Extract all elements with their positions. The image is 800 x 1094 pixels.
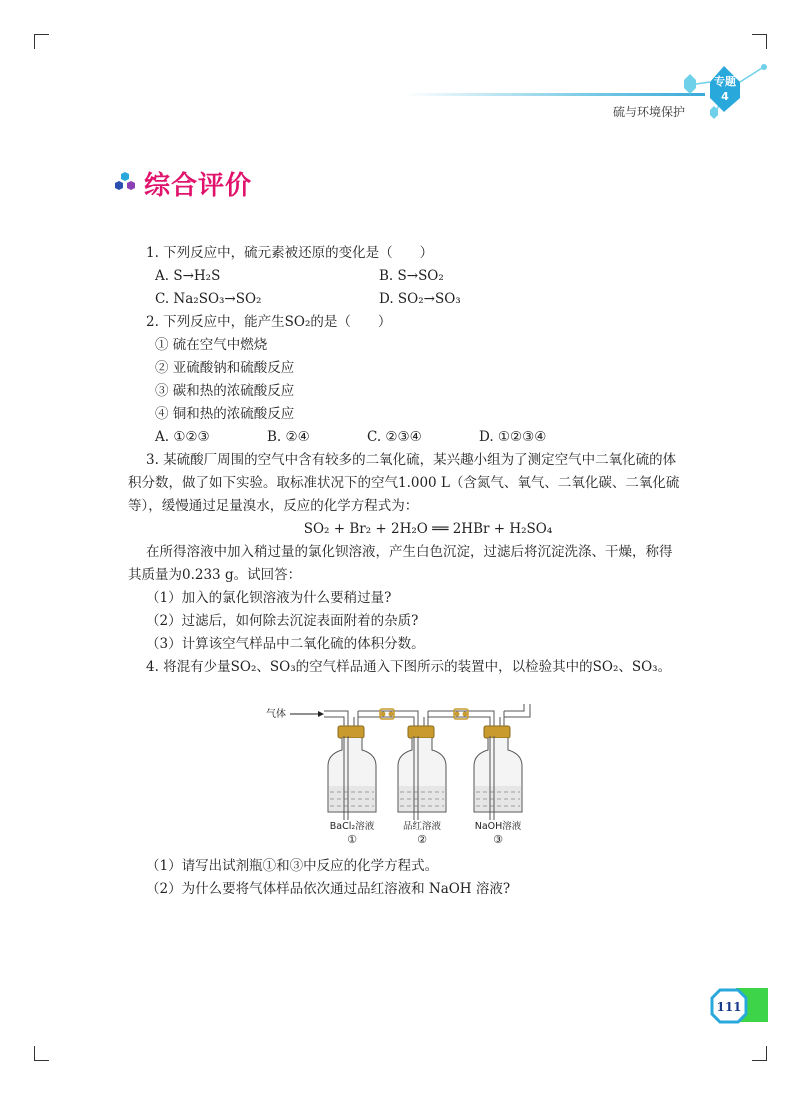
q3-equation: SO₂ + Br₂ + 2H₂O ══ 2HBr + H₂SO₄ (303, 521, 553, 537)
q2-option-d: D. ①②③④ (479, 429, 547, 445)
q2-option-c: C. ②③④ (367, 429, 422, 445)
q1-option-c: C. Na₂SO₃→SO₂ (155, 291, 262, 307)
q1-option-a: A. S→H₂S (155, 268, 221, 284)
bottle-3-label: NaOH溶液 (474, 821, 522, 832)
small-hex-icon (684, 74, 696, 94)
q3-para-line1: 在所得溶液中加入稍过量的氯化钡溶液，产生白色沉淀，过滤后将沉淀洗涤、干燥，称得 (146, 544, 673, 560)
bottle-1-label: BaCl₂溶液 (329, 821, 375, 832)
q3-sub-question: （2）过滤后，如何除去沉淀表面附着的杂质? (146, 613, 419, 629)
hexagon-cluster-icon (112, 172, 138, 196)
q4-sub-question: （2）为什么要将气体样品依次通过品红溶液和 NaOH 溶液? (146, 881, 511, 897)
q2-option-b: B. ②④ (267, 429, 310, 445)
reagent-bottle-2 (398, 726, 446, 812)
exercise-content (128, 242, 688, 679)
q1-options-row1 (128, 265, 688, 288)
page-number: 111 (716, 1000, 742, 1014)
crop-mark-top-right (752, 34, 767, 49)
q2-options (128, 426, 688, 449)
q1-options-row2 (128, 288, 688, 311)
stopper-icon (408, 726, 434, 738)
q2-item: ① 硫在空气中燃烧 (155, 337, 268, 353)
bottle-3-number: ③ (493, 833, 503, 846)
reagent-bottle-3 (474, 726, 522, 812)
chapter-label: 专题 (714, 75, 736, 88)
node-dot-icon (761, 64, 767, 70)
q1-option-d: D. SO₂→SO₃ (379, 291, 461, 307)
q2-stem: 2. 下列反应中，能产生SO₂的是（ ） (146, 314, 392, 330)
q2-option-a: A. ①②③ (155, 429, 210, 445)
q4-sub-questions (128, 855, 688, 901)
solution-liquid (329, 786, 375, 811)
q3-stem-line2: 积分数，做了如下实验。取标准状况下的空气1.000 L（含氮气、氧气、二氧化碳、二氧化硫 (128, 475, 680, 491)
q4-stem: 4. 将混有少量SO₂、SO₃的空气样品通入下图所示的装置中，以检验其中的SO₂、SO₃。 (146, 659, 672, 675)
running-header-section: 硫与环境保护 (613, 105, 686, 119)
page-number-badge (706, 988, 768, 1026)
stopper-icon (338, 726, 364, 738)
q3-stem-line3: 等），缓慢通过足量溴水，反应的化学方程式为： (128, 498, 419, 514)
page-title: 综合评价 (144, 171, 253, 201)
q2-item: ③ 碳和热的浓硫酸反应 (155, 383, 295, 399)
q3-para-line2: 其质量为0.233 g。试回答： (128, 567, 302, 583)
bottle-1-number: ① (347, 833, 357, 846)
q2-item: ④ 铜和热的浓硫酸反应 (155, 406, 295, 422)
reagent-bottle-1 (328, 726, 376, 812)
q3-stem-line1: 3. 某硫酸厂周围的空气中含有较多的二氧化硫，某兴趣小组为了测定空气中二氧化硫的体 (146, 452, 677, 468)
bottle-2-label: 品红溶液 (402, 821, 442, 832)
crop-mark-bottom-right (752, 1046, 767, 1061)
chapter-number: 4 (721, 90, 729, 103)
arrow-head-icon (318, 711, 324, 717)
large-hex-icon (710, 66, 740, 112)
gas-inlet-label: 气体 (266, 709, 286, 720)
q3-sub-question: （3）计算该空气样品中二氧化硫的体积分数。 (146, 636, 425, 652)
q1-option-b: B. S→SO₂ (379, 268, 444, 284)
bottle-2-number: ② (417, 833, 427, 846)
header-rule (405, 93, 705, 96)
crop-mark-bottom-left (34, 1046, 49, 1061)
solution-liquid (475, 786, 521, 811)
chapter-badge (680, 60, 770, 120)
q3-sub-question: （1）加入的氯化钡溶液为什么要稍过量? (146, 590, 392, 606)
crop-mark-top-left (34, 34, 49, 49)
solution-liquid (399, 786, 445, 811)
q4-sub-question: （1）请写出试剂瓶①和③中反应的化学方程式。 (146, 858, 439, 874)
stopper-icon (484, 726, 510, 738)
gas-washing-apparatus-figure (262, 700, 552, 850)
q2-item: ② 亚硫酸钠和硫酸反应 (155, 360, 295, 376)
q1-stem: 1. 下列反应中，硫元素被还原的变化是（ ） (146, 245, 434, 261)
section-heading (112, 165, 252, 202)
